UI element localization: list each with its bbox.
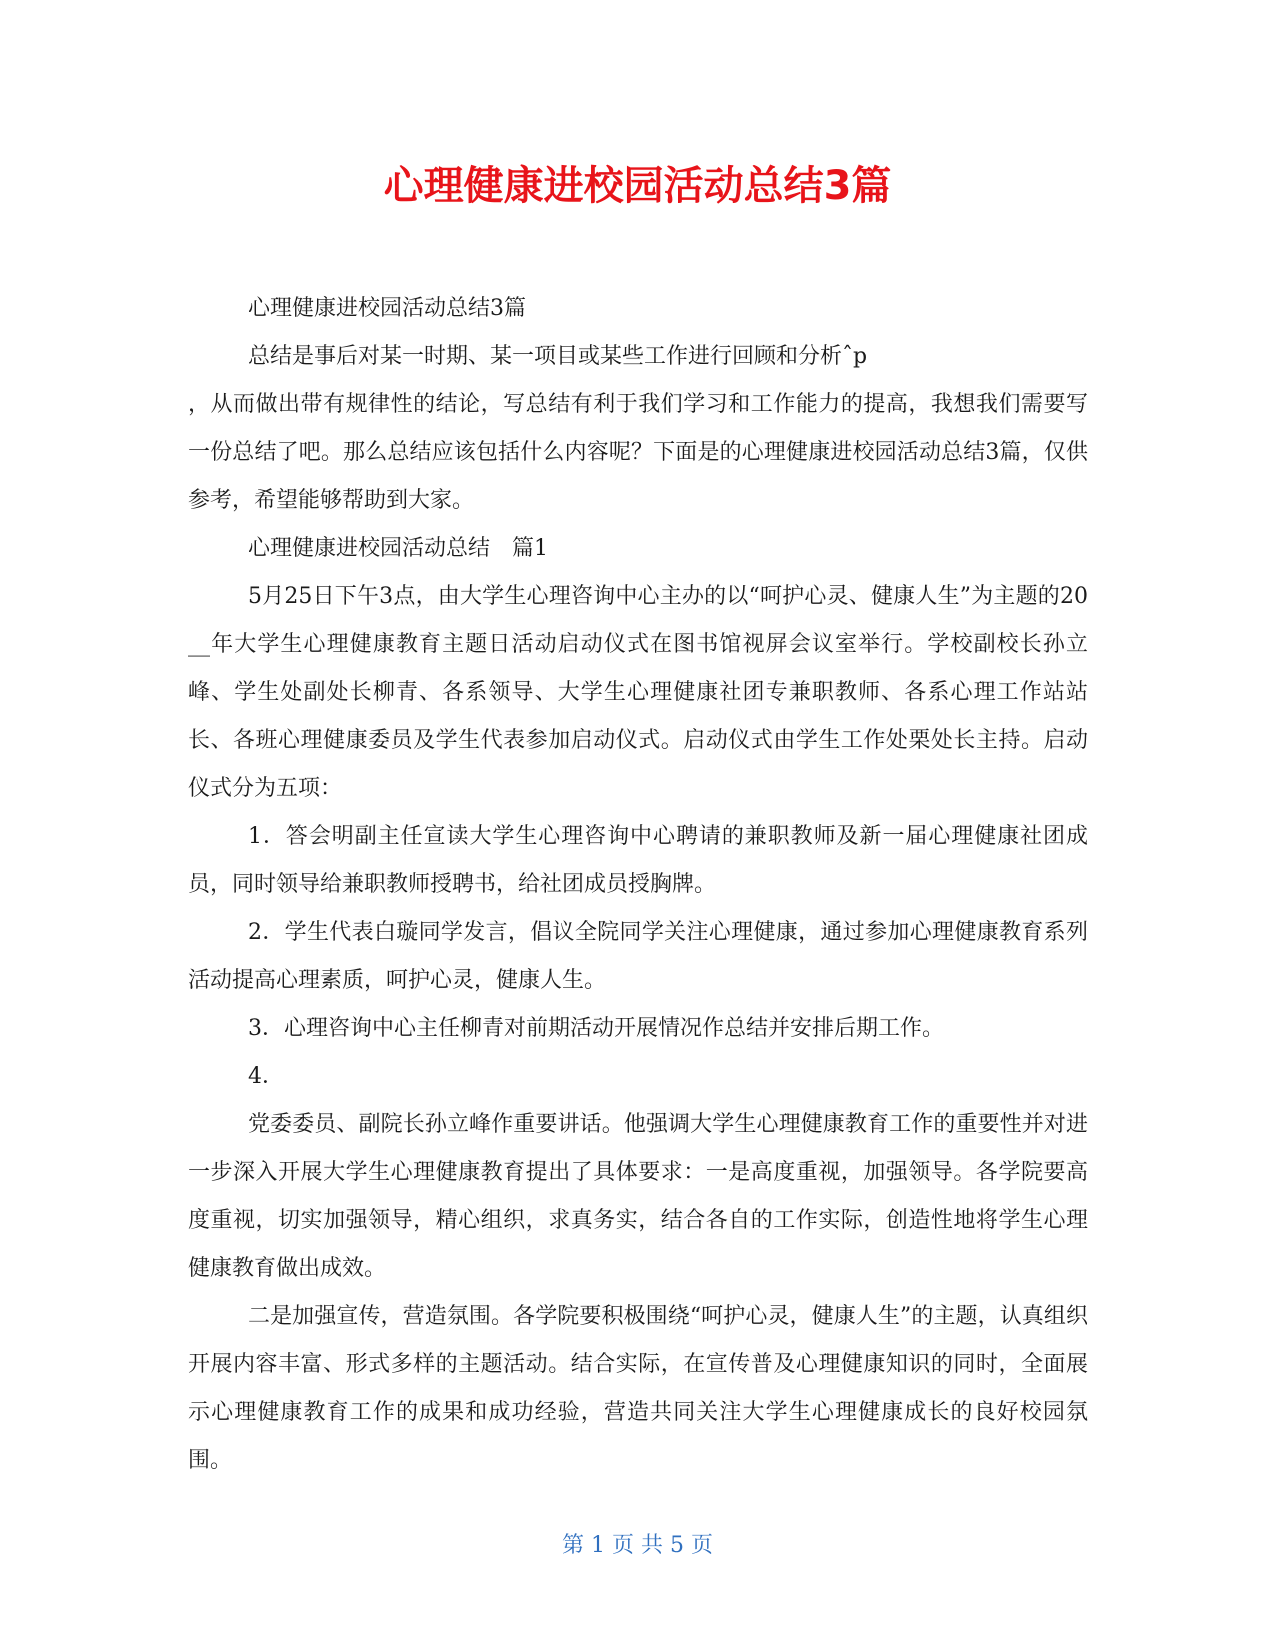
paragraph-subtitle: 心理健康进校园活动总结3篇: [248, 296, 526, 321]
paragraph-event-description: 5月25日下午3点，由大学生心理咨询中心主办的以“呵护心灵、健康人生”为主题的20__年大学生心理健康教育主题日活动启动仪式在图书馆视屏会议室举行。学校副校长孙立峰、学生处副处长柳青、各系领导、大学生心理健康社团专兼职教师、各系心理工作站站长、各班心理健康委员及学生代表参加启动仪式。启动仪式由学生工作处栗处长主持。启动仪式分为五项：: [188, 584, 1088, 801]
list-item-2: 2．学生代表白璇同学发言，倡议全院同学关注心理健康，通过参加心理健康教育系列活动提高心理素质，呵护心灵，健康人生。: [188, 920, 1088, 993]
paragraph-publicity: 二是加强宣传，营造氛围。各学院要积极围绕“呵护心灵，健康人生”的主题，认真组织开展内容丰富、形式多样的主题活动。结合实际，在宣传普及心理健康知识的同时，全面展示心理健康教育工作的成果和成功经验，营造共同关注大学生心理健康成长的良好校园氛围。: [188, 1304, 1088, 1473]
list-item-4: 4．: [248, 1064, 284, 1089]
list-item-1: 1．答会明副主任宣读大学生心理咨询中心聘请的兼职教师及新一届心理健康社团成员，同时领导给兼职教师授聘书，给社团成员授胸牌。: [188, 824, 1088, 897]
document-body: [188, 285, 1088, 1485]
document-title: 心理健康进校园活动总结3篇: [383, 163, 892, 209]
page-number-label: 第 1 页 共 5 页: [562, 1533, 713, 1558]
list-item-3: 3．心理咨询中心主任柳青对前期活动开展情况作总结并安排后期工作。: [248, 1016, 944, 1041]
page-footer: [0, 1530, 1275, 1562]
section-heading-part1: 心理健康进校园活动总结 篇1: [248, 536, 548, 561]
paragraph-intro-line: 总结是事后对某一时期、某一项目或某些工作进行回顾和分析ˆp: [248, 344, 868, 369]
paragraph-intro-continued: ，从而做出带有规律性的结论，写总结有利于我们学习和工作能力的提高，我想我们需要写一份总结了吧。那么总结应该包括什么内容呢？下面是的心理健康进校园活动总结3篇，仅供参考，希望能够帮助到大家。: [188, 392, 1088, 513]
paragraph-speech: 党委委员、副院长孙立峰作重要讲话。他强调大学生心理健康教育工作的重要性并对进一步深入开展大学生心理健康教育提出了具体要求：一是高度重视，加强领导。各学院要高度重视，切实加强领导，精心组织，求真务实，结合各自的工作实际，创造性地将学生心理健康教育做出成效。: [188, 1112, 1088, 1281]
